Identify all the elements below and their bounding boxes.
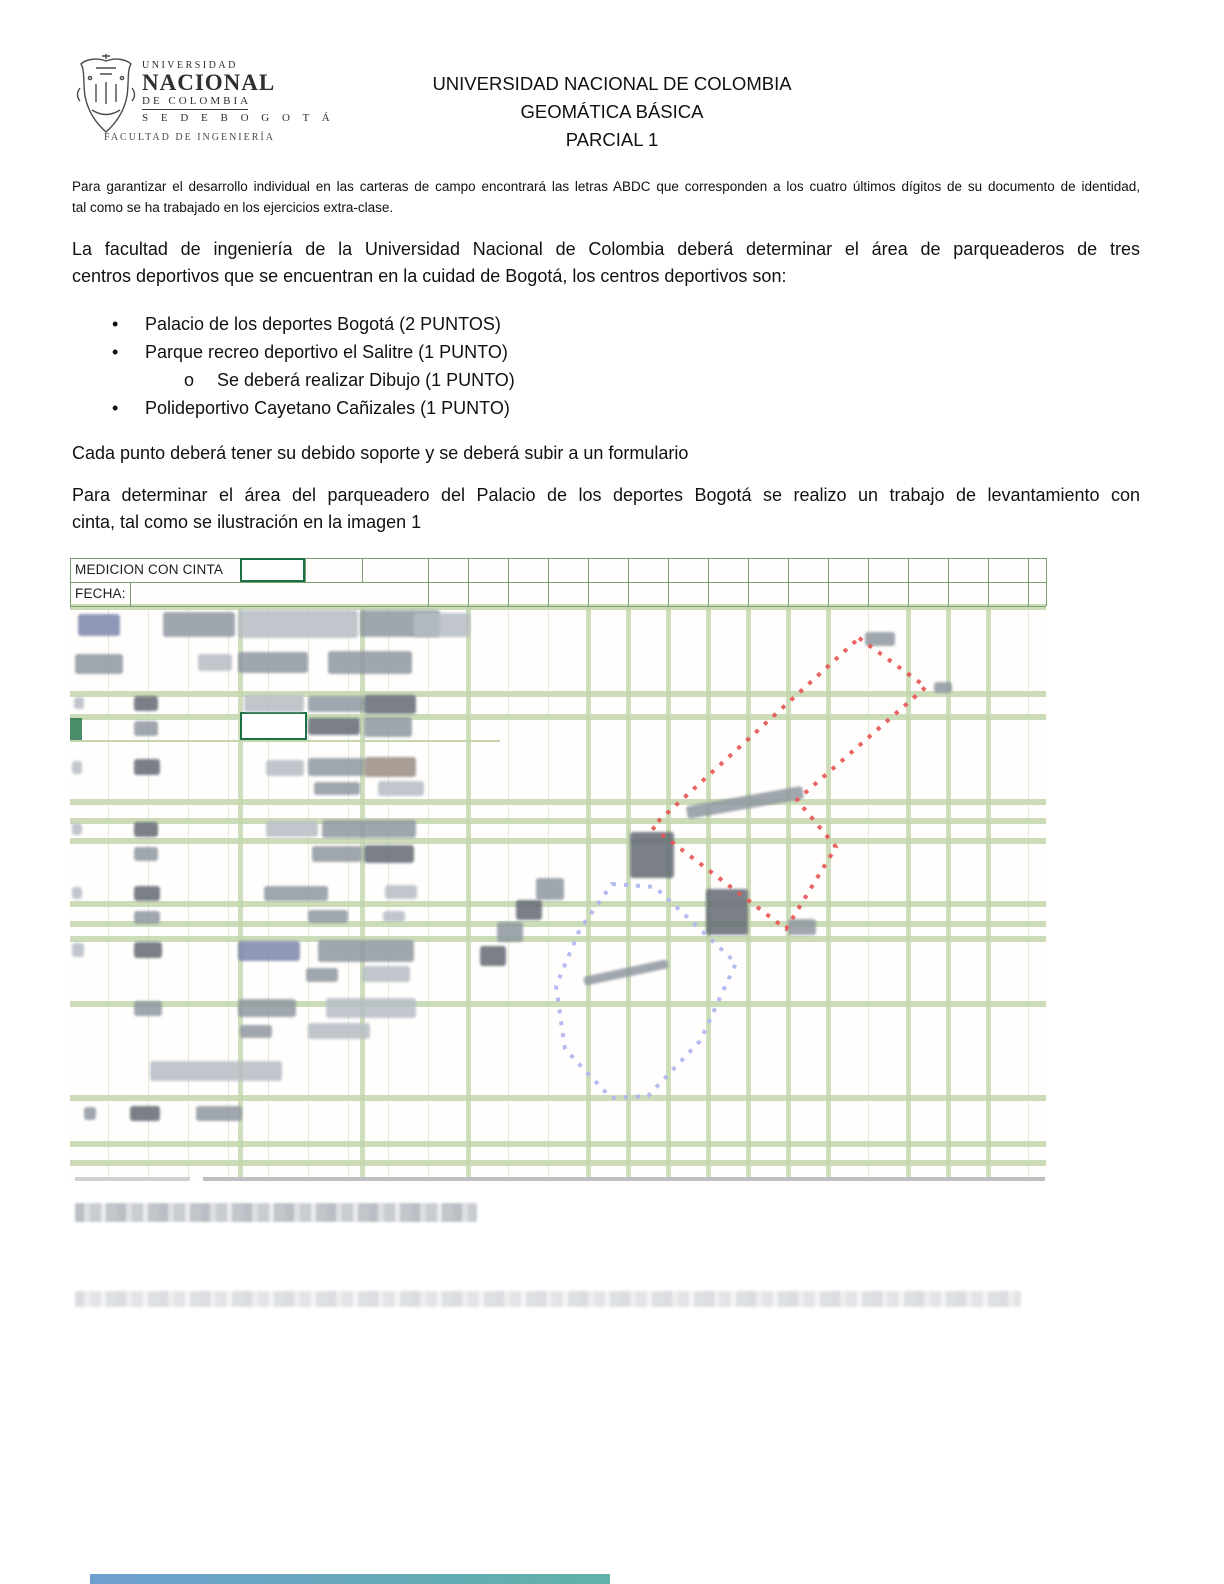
logo-sede-bogota: S E D E B O G O T Á (142, 112, 335, 124)
logo-de-colombia: DE COLOMBIA (142, 95, 252, 107)
logo-nacional: NACIONAL (142, 70, 276, 95)
red-dashed-parcel-outline (652, 638, 926, 929)
document-title (0, 70, 1224, 154)
list-item-label: Polideportivo Cayetano Cañizales (1 PUNTO) (145, 398, 510, 418)
list-item-label: Parque recreo deportivo el Salitre (1 PUNTO) (145, 342, 508, 362)
bullet-icon: • (112, 314, 119, 334)
paragraph-1-line-1: La facultad de ingeniería de la Universidad Nacional de Colombia deberá determinar el área de parqueaderos de tres (72, 239, 1140, 259)
field-book-scan-image (70, 556, 1048, 1184)
logo-universidad: UNIVERSIDAD (142, 60, 238, 71)
paragraph-problem-statement (72, 236, 1140, 290)
intro-note-line-2: tal como se ha trabajado en los ejercicios extra-clase. (72, 200, 394, 215)
scan-fecha-cell: FECHA: (75, 586, 126, 601)
list-item-label: Palacio de los deportes Bogotá (2 PUNTOS) (145, 314, 501, 334)
paragraph-soporte: Cada punto deberá tener su debido soporte y se deberá subir a un formulario (72, 443, 689, 463)
list-item-cayetano (112, 394, 1112, 422)
scan-title-cell: MEDICION CON CINTA (75, 562, 224, 577)
paragraph-levantamiento (72, 482, 1140, 536)
title-line-3: PARCIAL 1 (565, 129, 659, 150)
list-item-salitre (112, 338, 1112, 366)
paragraph-3-line-1: Para determinar el área del parqueadero del Palacio de los deportes Bogotá se realizo un trabajo de levantamiento con (72, 485, 1140, 505)
list-subitem-label: Se deberá realizar Dibujo (1 PUNTO) (217, 370, 515, 390)
list-subitem-dibujo (112, 366, 1112, 394)
blurred-image-caption (75, 1203, 477, 1222)
bullet-icon: • (112, 398, 119, 418)
list-item-palacio (112, 310, 1112, 338)
bullet-icon: • (112, 342, 119, 362)
intro-note-line-1: Para garantizar el desarrollo individual en las carteras de campo encontrará las letras ABDC que corresponden a los cuatro últimos dígitos de su documento de identidad, (72, 179, 1140, 194)
sports-centers-list (112, 310, 1112, 422)
sub-bullet-icon: o (184, 370, 195, 390)
title-line-1: UNIVERSIDAD NACIONAL DE COLOMBIA (432, 73, 792, 94)
page-bottom-accent-bar (90, 1574, 610, 1584)
blue-dashed-parcel-outline (556, 884, 736, 1098)
title-line-2: GEOMÁTICA BÁSICA (520, 101, 704, 122)
intro-note (72, 176, 1140, 218)
paragraph-1-line-2: centros deportivos que se encuentran en la cuidad de Bogotá, los centros deportivos son: (72, 266, 787, 286)
logo-facultad: FACULTAD DE INGENIERÍA (104, 132, 275, 143)
paragraph-3-line-2: cinta, tal como se ilustración en la imagen 1 (72, 512, 422, 532)
blurred-footnote-line (75, 1291, 1021, 1307)
scan-sketch-overlay (70, 556, 1048, 1184)
